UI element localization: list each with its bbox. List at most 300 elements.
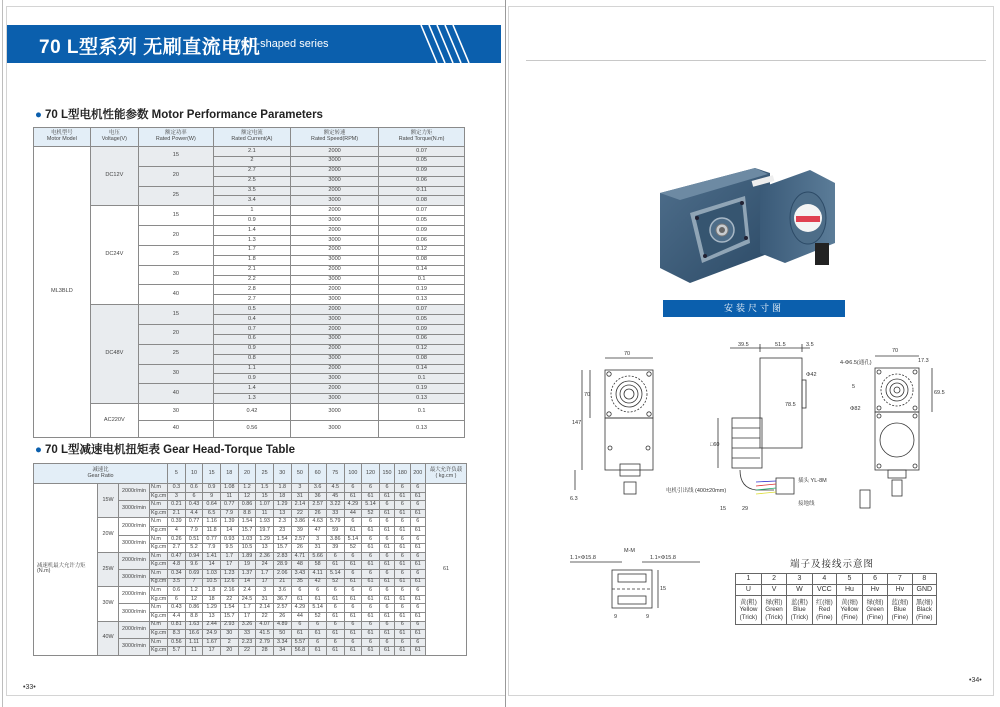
value-cell: 3.5 [213, 186, 290, 196]
value-cell: 33 [238, 630, 256, 639]
value-cell: 3000 [290, 354, 378, 364]
value-cell: 0.05 [379, 315, 465, 325]
value-cell: 61 [379, 492, 394, 501]
value-cell: 61 [379, 509, 394, 518]
value-cell: 14 [220, 526, 238, 535]
value-cell: 2.06 [273, 569, 291, 578]
value-cell: 28 [256, 647, 274, 656]
value-cell: 61 [326, 561, 344, 570]
value-cell: 48 [291, 561, 309, 570]
value-cell: 6 [379, 638, 394, 647]
performance-section-title: ● 70 L型电机性能参数 Motor Performance Parameters [35, 109, 323, 121]
value-cell: 35 [291, 578, 309, 587]
value-cell: 6 [395, 535, 410, 544]
value-cell: 1.8 [213, 255, 290, 265]
value-cell: 26 [273, 612, 291, 621]
value-cell: 6 [379, 501, 394, 510]
power-cell: 30 [138, 265, 213, 285]
value-cell: 3000 [290, 236, 378, 246]
table-row [34, 206, 465, 216]
value-cell: 61 [410, 544, 425, 553]
value-cell: 61 [326, 630, 344, 639]
power-cell: 30 [138, 404, 213, 421]
power-cell: 20W [98, 518, 119, 552]
power-cell: 20 [138, 166, 213, 186]
value-cell: 45 [326, 492, 344, 501]
value-cell: 6 [344, 518, 362, 527]
value-cell: 1.37 [238, 569, 256, 578]
dim-side-3: 3.5 [806, 342, 814, 348]
max-load-header: 最大允许负载 ( kg.cm ) [426, 464, 467, 484]
value-cell: 6 [344, 604, 362, 613]
value-cell: 0.6 [168, 587, 186, 596]
pin-number: 8 [912, 574, 936, 585]
unit-cell: N.m [150, 484, 168, 493]
pin-number: 4 [812, 574, 836, 585]
value-cell: 61 [309, 595, 327, 604]
value-cell: 56.8 [291, 647, 309, 656]
value-cell: 2000 [290, 344, 378, 354]
value-cell: 61 [291, 630, 309, 639]
value-cell: 2000 [290, 147, 378, 157]
value-cell: 0.12 [379, 344, 465, 354]
value-cell: 18 [203, 595, 221, 604]
header-rule [526, 60, 986, 61]
unit-cell: N.m [150, 535, 168, 544]
unit-cell: N.m [150, 638, 168, 647]
value-cell: 39 [291, 526, 309, 535]
wire-color: 黑(细) Black (Fine) [912, 596, 936, 625]
value-cell: 58 [309, 561, 327, 570]
connector-label: 插头 YL-8M [798, 478, 827, 484]
value-cell: 7.9 [185, 526, 203, 535]
dim-front-width: 70 [624, 351, 631, 357]
bullet-icon: ● [35, 444, 42, 456]
value-cell: 4.8 [168, 561, 186, 570]
section-dim-9b: 9 [646, 614, 650, 620]
ratio-header: 120 [362, 464, 380, 484]
unit-cell: N.m [150, 604, 168, 613]
value-cell: 6 [344, 484, 362, 493]
value-cell: 1.08 [220, 484, 238, 493]
value-cell: 5.7 [168, 647, 186, 656]
value-cell: 30 [220, 630, 238, 639]
value-cell: 61 [379, 630, 394, 639]
unit-cell: Kg.cm [150, 595, 168, 604]
value-cell: 52 [326, 578, 344, 587]
value-cell: 6 [362, 587, 380, 596]
ratio-header: 180 [395, 464, 410, 484]
power-cell: 40 [138, 285, 213, 305]
table-row [34, 587, 467, 596]
value-cell: 0.4 [213, 315, 290, 325]
dim-front-total: 147 [572, 420, 582, 426]
unit-cell: Kg.cm [150, 544, 168, 553]
ratio-header: 30 [273, 464, 291, 484]
value-cell: 61 [362, 492, 380, 501]
value-cell: 4.07 [256, 621, 274, 630]
value-cell: 33 [326, 509, 344, 518]
value-cell: 16.6 [185, 630, 203, 639]
pin-number: 1 [736, 574, 762, 585]
section-dim-15: 15 [660, 586, 667, 592]
value-cell: 61 [362, 595, 380, 604]
value-cell: 0.94 [185, 552, 203, 561]
value-cell: 1.29 [203, 604, 221, 613]
table-row [34, 147, 465, 157]
value-cell: 2.57 [273, 604, 291, 613]
value-cell: 1.5 [256, 484, 274, 493]
value-cell: 31 [256, 595, 274, 604]
power-cell: 25 [138, 344, 213, 364]
value-cell: 3 [291, 484, 309, 493]
value-cell: 6 [344, 552, 362, 561]
table-row [34, 484, 467, 493]
page-number-left: •33• [23, 684, 36, 691]
speed-cell: 2000r/min [119, 484, 150, 501]
value-cell: 6 [362, 569, 380, 578]
value-cell: 6 [344, 569, 362, 578]
value-cell: 61 [410, 647, 425, 656]
value-cell: 0.7 [213, 325, 290, 335]
value-cell: 1.8 [203, 587, 221, 596]
value-cell: 0.05 [379, 216, 465, 226]
value-cell: 5.66 [309, 552, 327, 561]
dim-side-bottom-1: 15 [720, 506, 727, 512]
value-cell: 7.9 [220, 509, 238, 518]
value-cell: 24 [256, 561, 274, 570]
value-cell: 0.08 [379, 196, 465, 206]
value-cell: 4.71 [291, 552, 309, 561]
value-cell: 1.03 [203, 569, 221, 578]
section-mm-drawing [570, 540, 730, 620]
banner-title-cn: 70 L型系列 无刷直流电机 [39, 37, 261, 58]
value-cell: 42 [309, 578, 327, 587]
value-cell: 6 [410, 587, 425, 596]
value-cell: 0.21 [168, 501, 186, 510]
value-cell: 1.3 [213, 394, 290, 404]
ratio-header: 25 [256, 464, 274, 484]
value-cell: 52 [309, 612, 327, 621]
value-cell: 2000 [290, 166, 378, 176]
signal-name: U [736, 585, 762, 596]
value-cell: 0.8 [213, 354, 290, 364]
value-cell: 3.6 [309, 484, 327, 493]
value-cell: 1.4 [213, 384, 290, 394]
value-cell: 2 [213, 156, 290, 166]
value-cell: 12.6 [220, 578, 238, 587]
value-cell: 6 [410, 484, 425, 493]
column-header [379, 128, 465, 147]
signal-name: VCC [812, 585, 836, 596]
value-cell: 0.69 [185, 569, 203, 578]
speed-cell: 3000r/min [119, 604, 150, 621]
ratio-header: 150 [379, 464, 394, 484]
value-cell: 61 [326, 595, 344, 604]
value-cell: 19.7 [256, 526, 274, 535]
value-cell: 0.11 [379, 186, 465, 196]
value-cell: 1.41 [203, 552, 221, 561]
wire-color: 绿(粗) Green (Trick) [761, 596, 786, 625]
power-cell: 20 [138, 226, 213, 246]
value-cell: 2.14 [256, 604, 274, 613]
value-cell: 61 [379, 544, 394, 553]
motor-performance-table [33, 127, 465, 438]
value-cell: 2.7 [213, 166, 290, 176]
value-cell: 11 [256, 509, 274, 518]
ratio-header: 100 [344, 464, 362, 484]
value-cell: 61 [379, 647, 394, 656]
value-cell: 61 [344, 492, 362, 501]
value-cell: 3.43 [291, 569, 309, 578]
value-cell: 6 [379, 518, 394, 527]
value-cell: 0.13 [379, 295, 465, 305]
value-cell: 0.9 [213, 374, 290, 384]
value-cell: 6 [395, 621, 410, 630]
speed-cell: 2000r/min [119, 587, 150, 604]
value-cell: 6.5 [203, 509, 221, 518]
value-cell: 0.77 [203, 535, 221, 544]
value-cell: 6 [379, 587, 394, 596]
value-cell: 6 [326, 587, 344, 596]
speed-cell: 3000r/min [119, 535, 150, 552]
value-cell: 0.34 [168, 569, 186, 578]
value-cell: 61 [395, 595, 410, 604]
value-cell: 61 [379, 612, 394, 621]
value-cell: 3.6 [273, 587, 291, 596]
power-cell: 20 [138, 325, 213, 345]
value-cell: 6 [395, 569, 410, 578]
value-cell: 6 [344, 587, 362, 596]
value-cell: 17 [238, 612, 256, 621]
ratio-header: 18 [220, 464, 238, 484]
dim-side-2: 51.5 [775, 342, 786, 348]
motor-model-cell: ML3BLD [34, 147, 91, 438]
value-cell: 0.07 [379, 206, 465, 216]
value-cell: 3.4 [213, 196, 290, 206]
pin-number: 7 [888, 574, 912, 585]
value-cell: 6 [291, 587, 309, 596]
value-cell: 2000 [290, 186, 378, 196]
value-cell: 2.83 [273, 552, 291, 561]
value-cell: 2.57 [291, 535, 309, 544]
value-cell: 3000 [290, 295, 378, 305]
value-cell: 52 [344, 544, 362, 553]
value-cell: 12 [238, 492, 256, 501]
value-cell: 3000 [290, 374, 378, 384]
ratio-header: 10 [185, 464, 203, 484]
value-cell: 3.5 [168, 578, 186, 587]
value-cell: 2.2 [213, 275, 290, 285]
value-cell: 0.9 [203, 484, 221, 493]
value-cell: 3000 [290, 421, 378, 438]
value-cell: 61 [344, 526, 362, 535]
value-cell: 6 [326, 638, 344, 647]
power-cell: 15W [98, 484, 119, 518]
value-cell: 0.3 [168, 484, 186, 493]
value-cell: 0.47 [168, 552, 186, 561]
value-cell: 14 [238, 578, 256, 587]
value-cell: 20 [220, 647, 238, 656]
value-cell: 2 [220, 638, 238, 647]
table-row [34, 552, 467, 561]
value-cell: 2.3 [273, 518, 291, 527]
value-cell: 2000 [290, 384, 378, 394]
value-cell: 1.54 [238, 518, 256, 527]
speed-cell: 2000r/min [119, 552, 150, 569]
power-cell: 15 [138, 206, 213, 226]
value-cell: 1.7 [238, 604, 256, 613]
value-cell: 2000 [290, 285, 378, 295]
value-cell: 2.36 [256, 552, 274, 561]
ground-wire-label: 接地线 [798, 501, 815, 507]
signal-name: Hv [862, 585, 887, 596]
pin-number: 5 [837, 574, 863, 585]
unit-cell: N.m [150, 621, 168, 630]
column-header [138, 128, 213, 147]
value-cell: 3 [309, 535, 327, 544]
value-cell: 19 [238, 561, 256, 570]
voltage-cell: DC12V [90, 147, 138, 206]
header-cn: 电压 [108, 130, 120, 137]
value-cell: 1.4 [213, 226, 290, 236]
value-cell: 61 [362, 526, 380, 535]
header-cn: 额定转速 [323, 130, 346, 137]
value-cell: 0.56 [168, 638, 186, 647]
value-cell: 6 [395, 552, 410, 561]
value-cell: 61 [362, 647, 380, 656]
value-cell: 0.6 [213, 334, 290, 344]
header-cn: 电机型号 [51, 130, 73, 137]
value-cell: 2.57 [309, 501, 327, 510]
value-cell: 14 [203, 561, 221, 570]
value-cell: 6 [185, 492, 203, 501]
value-cell: 6 [326, 604, 344, 613]
power-cell: 25 [138, 186, 213, 206]
column-header [90, 128, 138, 147]
value-cell: 6 [362, 484, 380, 493]
value-cell: 36 [309, 492, 327, 501]
value-cell: 6 [410, 552, 425, 561]
value-cell: 1.16 [203, 518, 221, 527]
header-en: Rated Torque(N.m) [398, 136, 445, 142]
value-cell: 0.14 [379, 364, 465, 374]
ratio-header: 50 [291, 464, 309, 484]
value-cell: 13 [203, 612, 221, 621]
value-cell: 1.39 [220, 518, 238, 527]
value-cell: 6 [410, 535, 425, 544]
value-cell: 9.6 [185, 561, 203, 570]
outer-edge [2, 0, 3, 707]
value-cell: 61 [410, 578, 425, 587]
header-en: Rated Power(W) [155, 136, 196, 142]
value-cell: 5.2 [185, 544, 203, 553]
header-en: Rated Speed(RPM) [311, 136, 359, 142]
value-cell: 61 [379, 595, 394, 604]
value-cell: 11.8 [203, 526, 221, 535]
value-cell: 12 [185, 595, 203, 604]
value-cell: 1.2 [185, 587, 203, 596]
value-cell: 1.2 [238, 484, 256, 493]
value-cell: 8.3 [168, 630, 186, 639]
value-cell: 61 [344, 561, 362, 570]
value-cell: 61 [362, 630, 380, 639]
dim-shaft-dia: Φ42 [806, 372, 817, 378]
gear-section-title: ● 70 L型减速电机扭矩表 Gear Head-Torque Table [35, 444, 296, 456]
value-cell: 6 [291, 621, 309, 630]
value-cell: 0.09 [379, 226, 465, 236]
value-cell: 2.79 [256, 638, 274, 647]
value-cell: 6 [395, 501, 410, 510]
value-cell: 0.5 [213, 305, 290, 315]
value-cell: 0.6 [185, 484, 203, 493]
value-cell: 6 [410, 638, 425, 647]
value-cell: 8.8 [238, 509, 256, 518]
value-cell: 1.23 [220, 569, 238, 578]
value-cell: 6 [379, 535, 394, 544]
value-cell: 3.34 [273, 638, 291, 647]
column-header [290, 128, 378, 147]
value-cell: 0.06 [379, 334, 465, 344]
signal-name: V [761, 585, 786, 596]
header-en: Rated Current(A) [231, 136, 273, 142]
power-cell: 15 [138, 305, 213, 325]
value-cell: 1.7 [256, 569, 274, 578]
value-cell: 1.3 [213, 236, 290, 246]
value-cell: 4.89 [273, 621, 291, 630]
value-cell: 13 [256, 544, 274, 553]
table-row [34, 518, 467, 527]
value-cell: 24.5 [238, 595, 256, 604]
left-page [6, 6, 506, 696]
value-cell: 61 [362, 561, 380, 570]
value-cell: 44 [344, 509, 362, 518]
page-number-right: •34• [969, 677, 982, 684]
value-cell: 5.14 [362, 501, 380, 510]
power-cell: 40W [98, 621, 119, 655]
speed-cell: 2000r/min [119, 621, 150, 638]
value-cell: 61 [309, 647, 327, 656]
value-cell: 3 [168, 492, 186, 501]
value-cell: 4.4 [168, 612, 186, 621]
value-cell: 6 [309, 638, 327, 647]
wire-color: 绿(细) Green (Fine) [862, 596, 887, 625]
value-cell: 11 [220, 492, 238, 501]
value-cell: 15.7 [238, 526, 256, 535]
header-cn: 额定电流 [241, 130, 263, 137]
value-cell: 0.26 [168, 535, 186, 544]
value-cell: 31 [291, 492, 309, 501]
unit-cell: Kg.cm [150, 647, 168, 656]
power-cell: 40 [138, 384, 213, 404]
value-cell: 9 [203, 492, 221, 501]
value-cell: 3.86 [291, 518, 309, 527]
value-cell: 6 [379, 604, 394, 613]
value-cell: 2000 [290, 305, 378, 315]
gear-torque-table [33, 463, 467, 656]
speed-cell: 3000r/min [119, 638, 150, 655]
value-cell: 3000 [290, 404, 378, 421]
value-cell: 61 [344, 647, 362, 656]
value-cell: 4 [168, 526, 186, 535]
value-cell: 0.77 [185, 518, 203, 527]
ratio-header: 5 [168, 464, 186, 484]
value-cell: 0.06 [379, 176, 465, 186]
power-cell: 25 [138, 245, 213, 265]
value-cell: 2000 [290, 364, 378, 374]
value-cell: 6 [326, 552, 344, 561]
value-cell: 17 [203, 647, 221, 656]
